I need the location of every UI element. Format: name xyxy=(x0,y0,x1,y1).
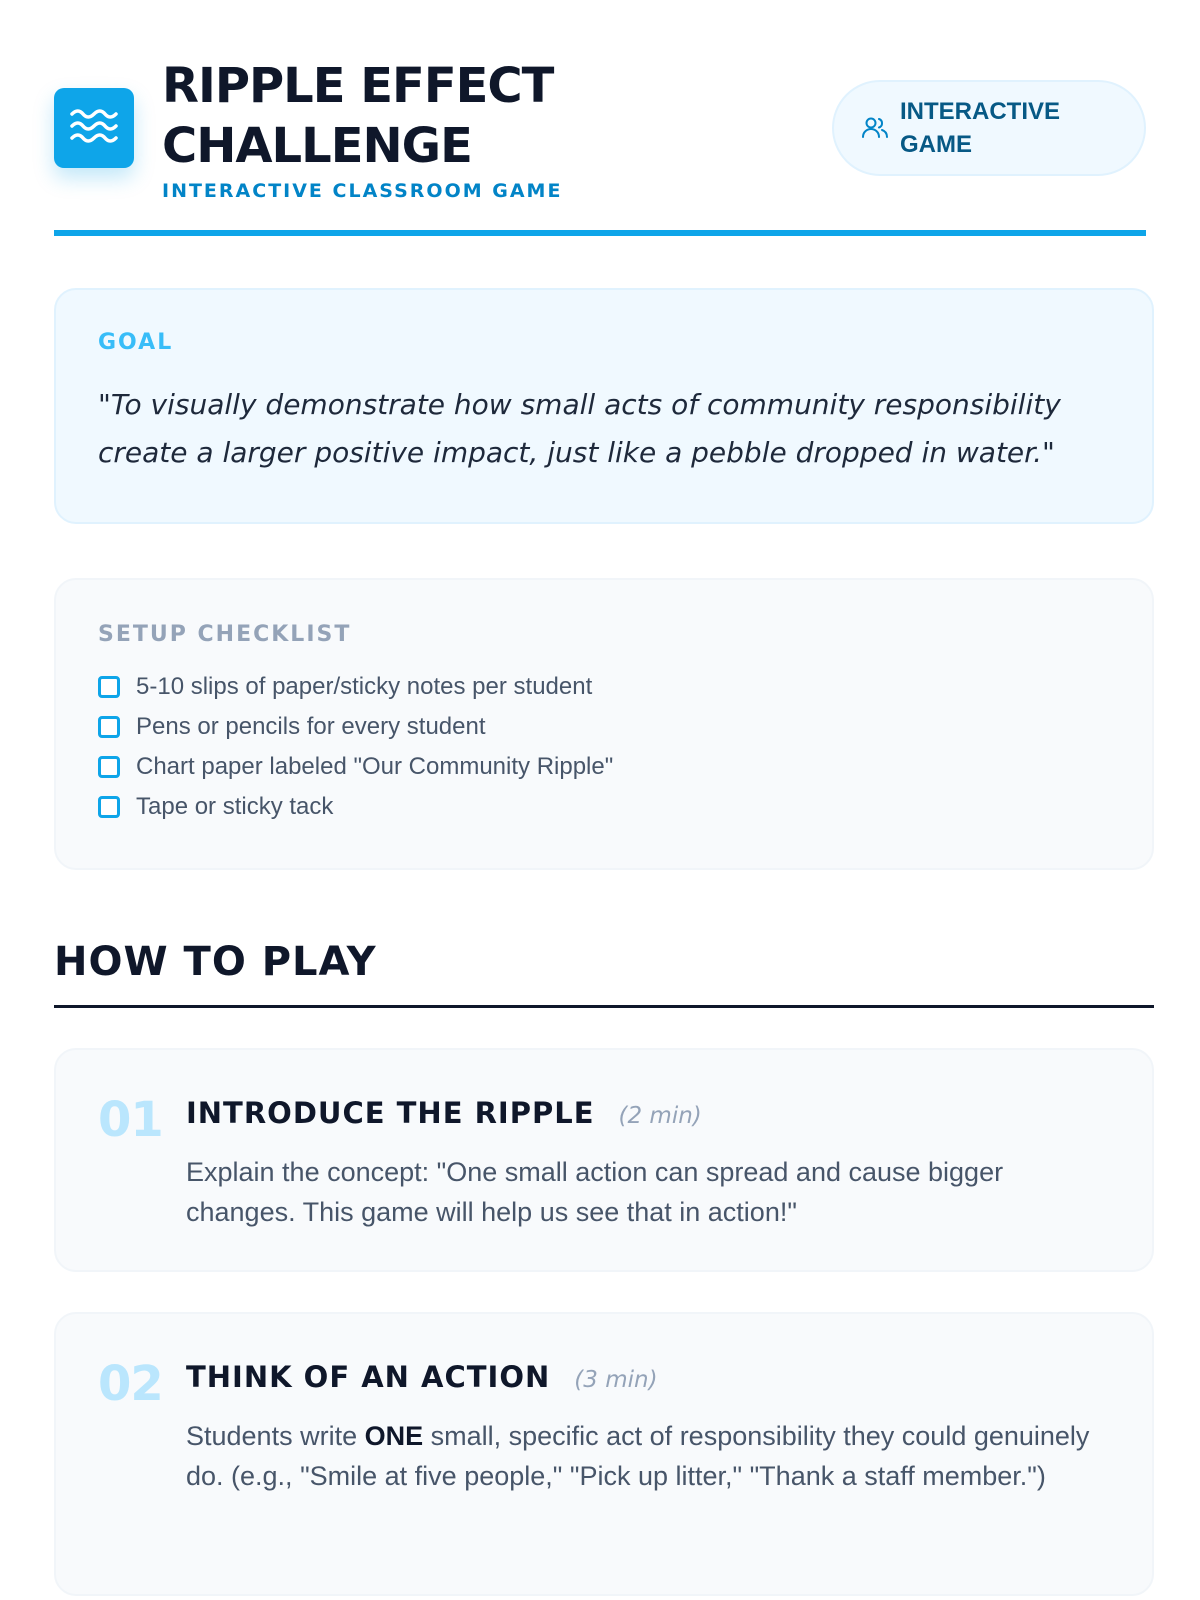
goal-card xyxy=(54,288,1154,524)
step-title: INTRODUCE THE RIPPLE xyxy=(186,1096,595,1130)
step-description-end: small, specific act of responsibility they could genuinely do. (e.g., "Smile at five people," "Pick up litter," "Thank a staff member.") xyxy=(186,1421,1090,1491)
step-number: 02 xyxy=(98,1356,163,1412)
step-description-start: Students write xyxy=(186,1421,365,1451)
badge-label-line2: GAME xyxy=(900,131,972,158)
checklist-item-label: Chart paper labeled "Our Community Ripple" xyxy=(136,753,614,780)
step-number: 01 xyxy=(98,1092,163,1148)
setup-checklist-card xyxy=(54,578,1154,870)
how-to-play-section xyxy=(54,934,1154,1008)
checkbox[interactable] xyxy=(98,756,120,778)
goal-text: "To visually demonstrate how small acts of community responsibility create a larger positive impact, just like a pebble dropped in water." xyxy=(98,388,1061,469)
step-card-01 xyxy=(54,1048,1154,1272)
page-title-line2: CHALLENGE xyxy=(162,118,472,174)
step-description: Explain the concept: "One small action can spread and cause bigger changes. This game will help us see that in action!" xyxy=(186,1157,1004,1227)
setup-checklist-label: SETUP CHECKLIST xyxy=(98,622,352,647)
how-to-play-title: HOW TO PLAY xyxy=(54,939,377,985)
step-description-emphasis: ONE xyxy=(364,1421,424,1451)
page-subtitle: INTERACTIVE CLASSROOM GAME xyxy=(162,180,563,202)
setup-checklist xyxy=(98,667,1110,827)
checklist-item-label: Tape or sticky tack xyxy=(136,793,334,820)
checklist-item-label: Pens or pencils for every student xyxy=(136,713,486,740)
checklist-item[interactable] xyxy=(98,747,1110,787)
waves-icon xyxy=(68,106,120,151)
step-duration: (3 min) xyxy=(574,1367,658,1393)
step-header xyxy=(186,1096,702,1130)
step-card-02 xyxy=(54,1312,1154,1596)
step-title: THINK OF AN ACTION xyxy=(186,1360,551,1394)
step-duration: (2 min) xyxy=(618,1103,702,1129)
badge-label xyxy=(900,95,1100,161)
checkbox[interactable] xyxy=(98,716,120,738)
page-title-line1: RIPPLE EFFECT xyxy=(162,58,554,114)
interactive-game-badge xyxy=(832,80,1146,176)
step-header xyxy=(186,1360,658,1394)
checkbox[interactable] xyxy=(98,796,120,818)
checklist-item[interactable] xyxy=(98,707,1110,747)
checklist-item[interactable] xyxy=(98,787,1110,827)
checklist-item[interactable] xyxy=(98,667,1110,707)
logo xyxy=(54,88,134,168)
users-icon xyxy=(860,113,890,143)
badge-label-line1: INTERACTIVE xyxy=(900,98,1061,125)
checkbox[interactable] xyxy=(98,676,120,698)
header xyxy=(54,0,1146,236)
checklist-item-label: 5-10 slips of paper/sticky notes per student xyxy=(136,673,593,700)
title-block xyxy=(162,56,562,202)
step-description xyxy=(186,1416,1106,1496)
goal-label: GOAL xyxy=(98,330,174,355)
